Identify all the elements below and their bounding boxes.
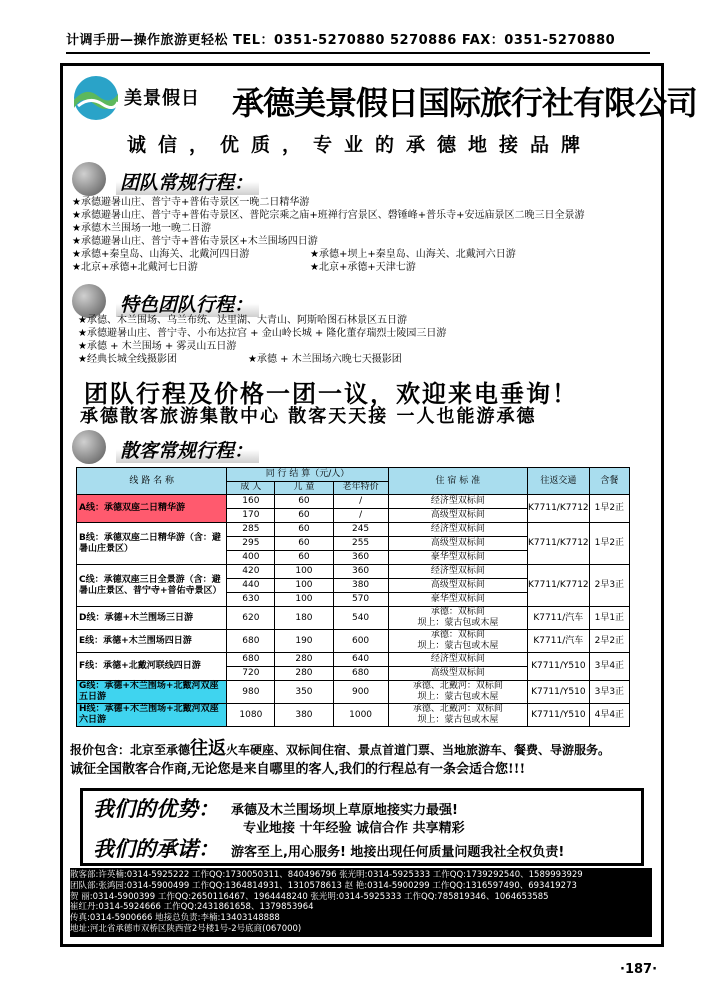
meals-cell: 4早4正 (589, 704, 629, 727)
transport-cell: K7711/汽车 (528, 630, 590, 653)
hotel-cell (388, 704, 527, 727)
price-senior: 245 (333, 523, 388, 537)
header-route: 线 路 名 称 (77, 468, 227, 495)
promise-line: 游客至上,用心服务! 地接出现任何质量问题我社全权负责! (231, 845, 565, 860)
price-adult: 630 (227, 593, 275, 607)
meals-cell: 1早2正 (589, 523, 629, 565)
hotel-cell: 高级型双标间 (388, 667, 527, 681)
price-senior: / (333, 509, 388, 523)
hotel-line: 坝上：蒙古包或木屋 (417, 692, 499, 702)
price-table (76, 467, 630, 727)
price-senior: 680 (333, 667, 388, 681)
price-senior: 570 (333, 593, 388, 607)
route-cell: A线：承德双座二日精华游 (77, 495, 227, 523)
route-cell: G线：承德+木兰围场+北戴河双座五日游 (77, 681, 227, 704)
hotel-line: 承德：双标间 (430, 630, 485, 640)
list-item-right: ★承德 + 木兰围场六晚七天摄影团 (248, 354, 402, 365)
list-item (72, 261, 584, 274)
price-senior: 600 (333, 630, 388, 653)
price-adult: 980 (227, 681, 275, 704)
transport-cell: K7711/K7712 (528, 523, 590, 565)
transport-cell: K7711/Y510 (528, 704, 590, 727)
ball-icon (72, 162, 106, 196)
price-adult: 1080 (227, 704, 275, 727)
section-special (72, 284, 292, 314)
ball-icon (72, 430, 106, 464)
contact-row: 贺 丽:0314-5900399 工作QQ:2650116467、1964448240 张光明:0314-5925333 工作QQ:785819346、1064653585 (70, 891, 549, 902)
price-child: 380 (275, 704, 333, 727)
contact-row: 团队部:张鸿园:0314-5900499 工作QQ:1364814931、1310578613 赵 艳:0314-5900299 工作QQ:1316597490、693419273 (70, 880, 577, 891)
header-child: 儿 童 (275, 481, 333, 495)
meals-cell: 1早1正 (589, 607, 629, 630)
price-senior: 360 (333, 565, 388, 579)
hotel-cell: 高级型双标间 (388, 509, 527, 523)
headline-inquiry: 团队行程及价格一团一议，欢迎来电垂询！ (84, 380, 578, 408)
price-child: 60 (275, 523, 333, 537)
hotel-cell (388, 630, 527, 653)
company-name: 承德美景假日国际旅行社有限公司 (232, 84, 698, 122)
price-child: 60 (275, 509, 333, 523)
advantage-title: 我们的优势： (93, 797, 219, 821)
price-child: 60 (275, 537, 333, 551)
price-senior: 540 (333, 607, 388, 630)
hotel-line: 坝上：蒙古包或木屋 (417, 618, 499, 628)
route-cell: B线：承德双座二日精华游（含：避暑山庄景区） (77, 523, 227, 565)
list-item-right: ★北京+承德+天津七游 (310, 262, 416, 273)
price-adult: 295 (227, 537, 275, 551)
list-item-left: ★北京+承德+北戴河七日游 (72, 262, 198, 273)
section-title: 特色团队行程： (116, 290, 259, 317)
price-child: 280 (275, 667, 333, 681)
list-item: ★承德避暑山庄、普宁寺+普佑寺景区+木兰围场四日游 (72, 236, 318, 247)
hotel-cell: 高级型双标间 (388, 579, 527, 593)
table-row (77, 653, 630, 667)
meals-cell: 3早3正 (589, 681, 629, 704)
promise-title: 我们的承诺： (93, 837, 219, 861)
price-senior: 255 (333, 537, 388, 551)
page-number: ·187· (620, 962, 658, 977)
hotel-cell: 豪华型双标间 (388, 551, 527, 565)
route-cell: E线：承德+木兰围场四日游 (77, 630, 227, 653)
list-item: ★承德避暑山庄、普宁寺、小布达拉宫 + 金山岭长城 + 隆化董存瑞烈士陵园三日游 (78, 328, 447, 339)
hotel-cell: 经济型双标间 (388, 495, 527, 509)
company-logo-icon (72, 74, 120, 122)
team-lines (72, 196, 584, 274)
special-lines (78, 314, 446, 366)
route-cell: F线：承德+北戴河联线四日游 (77, 653, 227, 681)
header-hotel: 住 宿 标 准 (388, 468, 527, 495)
hotel-line: 坝上：蒙古包或木屋 (417, 641, 499, 651)
price-child: 60 (275, 495, 333, 509)
hotel-cell: 经济型双标间 (388, 565, 527, 579)
advantage-box (80, 788, 644, 866)
meals-cell: 2早3正 (589, 565, 629, 607)
list-item: ★承德避暑山庄、普宁寺+普佑寺景区一晚二日精华游 (72, 197, 310, 208)
section-scatter (72, 430, 292, 460)
price-adult: 720 (227, 667, 275, 681)
table-row (77, 704, 630, 727)
route-cell: C线：承德双座三日全景游（含：避暑山庄景区、普宁寺+普佑寺景区） (77, 565, 227, 607)
list-item: ★承德 + 木兰围场 + 雾灵山五日游 (78, 341, 237, 352)
includes-emphasis: 往返 (190, 738, 227, 759)
list-item (72, 248, 584, 261)
price-child: 100 (275, 579, 333, 593)
hotel-line: 承德：双标间 (430, 607, 485, 617)
transport-cell: K7711/Y510 (528, 681, 590, 704)
transport-cell: K7711/汽车 (528, 607, 590, 630)
price-adult: 160 (227, 495, 275, 509)
section-title: 团队常规行程： (116, 168, 259, 195)
advantage-line-2: 专业地接 十年经验 诚信合作 共享精彩 (243, 821, 465, 836)
contact-row: 传真:0314-5900666 地接总负责:李楠:13403148888 (70, 913, 280, 924)
hotel-cell: 经济型双标间 (388, 523, 527, 537)
table-row (77, 495, 630, 509)
list-item-left: ★承德+秦皇岛、山海关、北戴河四日游 (72, 249, 250, 260)
hotel-cell: 经济型双标间 (388, 653, 527, 667)
table-row (77, 523, 630, 537)
price-child: 350 (275, 681, 333, 704)
table-row (77, 607, 630, 630)
hotel-cell: 高级型双标间 (388, 537, 527, 551)
meals-cell: 2早2正 (589, 630, 629, 653)
includes-pre: 报价包含：北京至承德 (70, 743, 191, 757)
price-senior: 360 (333, 551, 388, 565)
price-child: 100 (275, 565, 333, 579)
hotel-line: 坝上：蒙古包或木屋 (417, 715, 499, 725)
table-header-row (77, 468, 630, 482)
price-senior: 900 (333, 681, 388, 704)
price-senior: 640 (333, 653, 388, 667)
contact-block (70, 868, 652, 937)
includes-post: 火车硬座、双标间住宿、景点首道门票、当地旅游车、餐费、导游服务。 (226, 743, 611, 757)
price-adult: 680 (227, 630, 275, 653)
slogan: 诚信，优质，专业的承德地接品牌 (126, 134, 592, 156)
partner-recruit: 诚征全国散客合作商,无论您是来自哪里的客人,我们的行程总有一条会适合您!!! (70, 762, 526, 777)
headline-scatter-center: 承德散客旅游集散中心 散客天天接 一人也能游承德 (80, 406, 537, 427)
top-banner: 计调手册—操作旅游更轻松 TEL：0351-5270880 5270886 FAX：0351-5270880 (66, 30, 650, 54)
price-adult: 440 (227, 579, 275, 593)
section-title: 散客常规行程： (116, 436, 259, 463)
price-includes (70, 734, 610, 760)
list-item: ★承德木兰围场一地一晚二日游 (72, 223, 211, 234)
table-row (77, 565, 630, 579)
section-team (72, 162, 292, 192)
header-senior: 老年特价 (333, 481, 388, 495)
contact-row: 地址:河北省承德市双桥区陕西营2号楼1号-2号底商(067000) (70, 923, 302, 934)
table-row (77, 681, 630, 704)
price-senior: 1000 (333, 704, 388, 727)
hotel-line: 承德、北戴河：双标间 (412, 704, 503, 714)
price-child: 280 (275, 653, 333, 667)
contact-row: 散客部:许英楠:0314-5925222 工作QQ:1730050311、840496796 张光明:0314-5925333 工作QQ:1739292540、1589993929 (70, 870, 583, 880)
brand-name: 美景假日 (124, 88, 200, 109)
transport-cell: K7711/K7712 (528, 565, 590, 607)
price-adult: 170 (227, 509, 275, 523)
meals-cell: 1早2正 (589, 495, 629, 523)
list-item-left: ★经典长城全线摄影团 (78, 354, 177, 365)
hotel-cell (388, 607, 527, 630)
list-item (78, 353, 446, 366)
price-adult: 420 (227, 565, 275, 579)
ball-icon (72, 284, 106, 318)
price-adult: 400 (227, 551, 275, 565)
list-item: ★承德、木兰围场、乌兰布统、达里湖、大青山、阿斯哈图石林景区五日游 (78, 315, 407, 326)
hotel-cell: 豪华型双标间 (388, 593, 527, 607)
header-adult: 成 人 (227, 481, 275, 495)
price-adult: 680 (227, 653, 275, 667)
price-child: 100 (275, 593, 333, 607)
price-adult: 620 (227, 607, 275, 630)
table-row (77, 630, 630, 653)
transport-cell: K7711/K7712 (528, 495, 590, 523)
price-senior: 380 (333, 579, 388, 593)
meals-cell: 3早4正 (589, 653, 629, 681)
header-price: 同 行 结 算（元/人） (227, 468, 388, 482)
route-cell: H线：承德+木兰围场+北戴河双座六日游 (77, 704, 227, 727)
hotel-cell (388, 681, 527, 704)
list-item-right: ★承德+坝上+秦皇岛、山海关、北戴河六日游 (310, 249, 516, 260)
header-transport: 往返交通 (528, 468, 590, 495)
price-child: 190 (275, 630, 333, 653)
advantage-line-1: 承德及木兰围场坝上草原地接实力最强! (231, 803, 458, 818)
price-child: 60 (275, 551, 333, 565)
list-item: ★承德避暑山庄、普宁寺+普佑寺景区、普陀宗乘之庙+班禅行宫景区、磬锤峰+普乐寺+安远庙景区二晚三日全景游 (72, 210, 585, 221)
price-senior: / (333, 495, 388, 509)
price-adult: 285 (227, 523, 275, 537)
route-cell: D线：承德+木兰围场三日游 (77, 607, 227, 630)
price-child: 180 (275, 607, 333, 630)
hotel-line: 承德、北戴河：双标间 (412, 681, 503, 691)
contact-row: 崔红丹:0314-5924666 工作QQ:2431861658、1379853964 (70, 902, 314, 913)
transport-cell: K7711/Y510 (528, 653, 590, 681)
header-meals: 含餐 (589, 468, 629, 495)
